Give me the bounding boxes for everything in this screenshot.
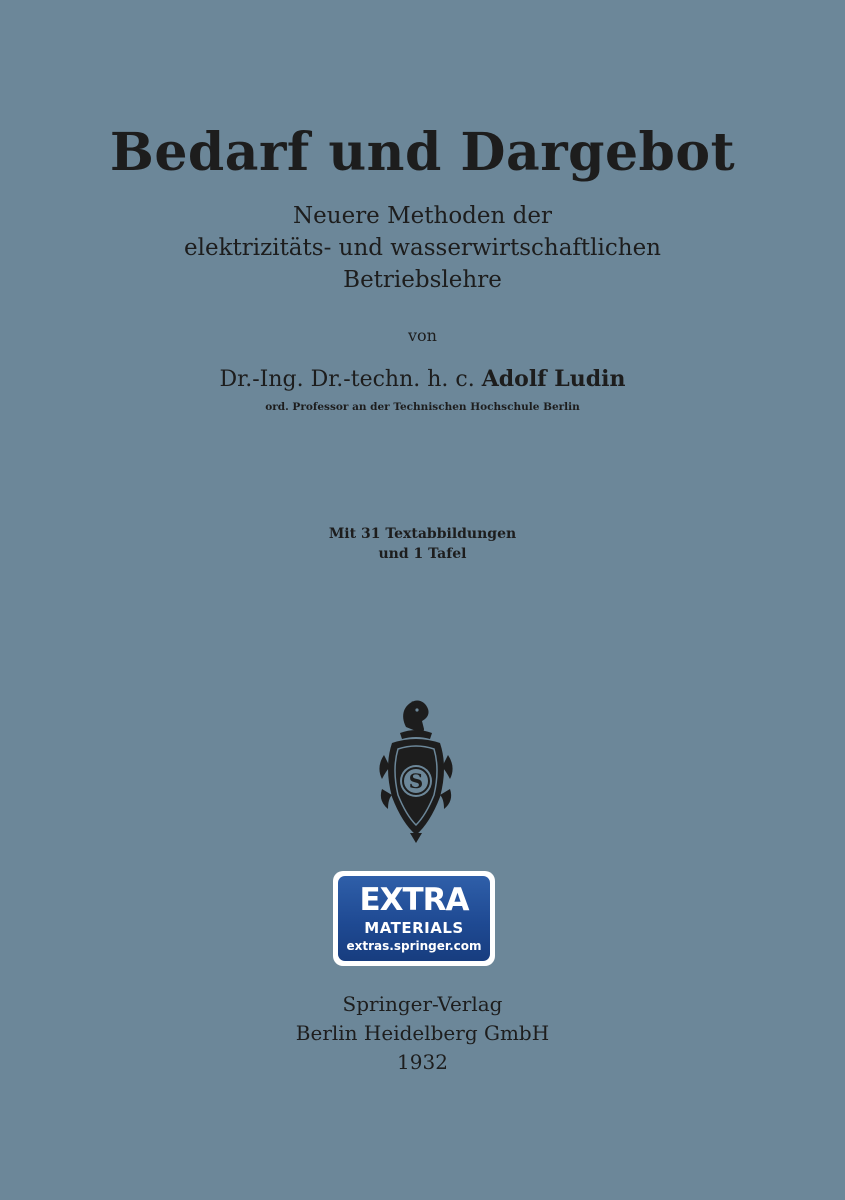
author-affiliation: ord. Professor an der Technischen Hochschule Berlin: [265, 401, 580, 413]
publisher-name: Springer-Verlag: [342, 992, 503, 1016]
badge-extra: EXTRA: [359, 882, 469, 918]
publisher-location: Berlin Heidelberg GmbH: [295, 1021, 550, 1045]
publisher-block: [0, 990, 845, 1077]
by-label: von: [408, 326, 437, 345]
author-name: Adolf Ludin: [481, 366, 626, 392]
badge-materials: MATERIALS: [364, 919, 464, 937]
illustrations-line: Mit 31 Textabbildungen: [328, 526, 517, 542]
book-title: Bedarf und Dargebot: [109, 122, 736, 183]
illustrations-line: und 1 Tafel: [378, 546, 467, 562]
svg-text:S: S: [408, 769, 424, 793]
subtitle-line: Neuere Methoden der: [293, 203, 552, 229]
springer-knight-logo-icon: [370, 697, 462, 845]
author-prefix: Dr.-Ing. Dr.-techn. h. c.: [219, 367, 475, 392]
subtitle-line: elektrizitäts- und wasserwirtschaftlichen: [183, 235, 661, 261]
author: [0, 366, 845, 392]
badge-url: extras.springer.com: [346, 939, 482, 953]
publication-year: 1932: [397, 1050, 448, 1074]
illustrations-note: [0, 524, 845, 564]
subtitle-line: Betriebslehre: [343, 267, 502, 293]
extra-materials-badge-inner: [338, 876, 490, 961]
extra-materials-badge[interactable]: [333, 871, 495, 966]
book-subtitle: [0, 200, 845, 296]
